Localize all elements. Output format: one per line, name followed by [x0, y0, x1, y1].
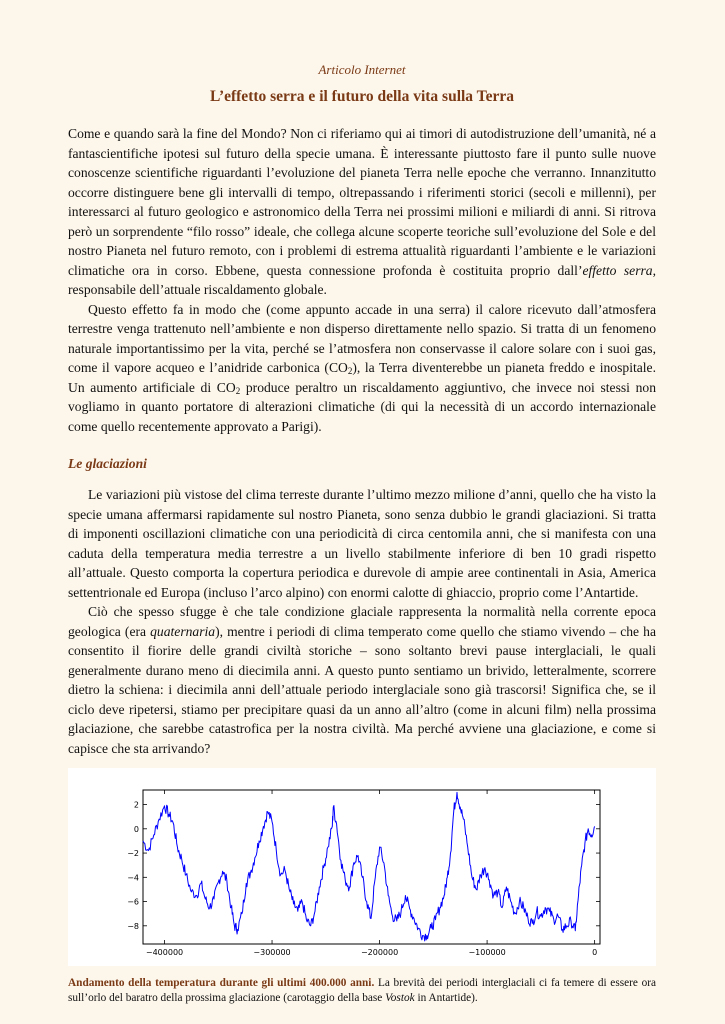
temperature-chart [68, 768, 656, 966]
article-body [68, 124, 656, 758]
paragraph-4: Ciò che spesso sfugge è che tale condizione glaciale rappresenta la normalità nella corrente epoca geologica (era quaternaria), mentre i periodi di clima temperato come quello che stiamo vivendo – che ha consentito il fiorire delle grandi civiltà storiche – sono soltanto brevi pause interglaciali, le quali generalmente durano meno di diecimila anni. A questo punto sentiamo un brivido, letteralmente, scorrere dietro la schiena: i diecimila anni dell’attuale periodo interglaciale sono già trascorsi! Significa che, se il ciclo deve ripetersi, stiamo per precipitare quasi da un anno all’altro (come in alcuni film) nella prossima glaciazione, che sarebbe catastrofica per la nostra civiltà. Ma perché avviene una glaciazione, e come si capisce che sta arrivando? [68, 604, 656, 756]
x-tick-label: −300000 [253, 948, 291, 957]
caption-lead: Andamento della temperatura durante gli ultimi 400.000 anni. [68, 977, 375, 989]
y-tick-label: −4 [127, 873, 139, 883]
paragraph-2: Questo effetto fa in modo che (come appunto accade in una serra) il calore ricevuto dall’atmosfera terrestre venga trattenuto nell’ambiente e non disperso direttamente nello spazio. Si tratta di un fenomeno naturale importantissimo per la vita, perché se l’atmosfera non conservasse il calore solare con i suoi gas, come il vapore acqueo e l’anidride carbonica $(CO_2)$, la Terra diventerebbe un pianeta freddo e inospitale. Un aumento artificiale di $CO_2$ produce peraltro un riscaldamento aggiuntivo, che invece noi stessi non vogliamo in quanto portatore di alterazioni climatiche (di qui la necessità di un accordo internazionale come quello recentemente approvato a Parigi). [68, 301, 656, 434]
paragraph-1: Come e quando sarà la fine del Mondo? Non ci riferiamo qui ai timori di autodistruzione dell’umanità, né a fantascientifiche ipotesi sul futuro della specie umana. È interessante piuttosto fare il punto sulle nuove conoscenze scientifiche riguardanti l’evoluzione del pianeta Terra nelle epoche che verranno. Innanzitutto occorre distinguere bene gli intervalli di tempo, oltrepassando i riferimenti storici (secoli e millenni), per interessarci al futuro geologico e astronomico della Terra nei prossimi milioni e miliardi di anni. Si ritrova però un sorprendente “filo rosso” ideale, che collega alcune scoperte teoriche sull’evoluzione del Sole e del nostro Pianeta nel futuro remoto, con i problemi di estrema attualità riguardanti l’ambiente e le variazioni climatiche ora in corso. Ebbene, questa connessione profonda è costituita proprio dall’effetto serra, responsabile dell’attuale riscaldamento globale. [68, 126, 656, 297]
article-kicker: Articolo Internet [318, 62, 406, 77]
y-tick-label: −2 [127, 849, 139, 859]
section-heading: Le glaciazioni [68, 456, 147, 471]
temperature-series-line [143, 792, 595, 941]
x-tick-label: 0 [592, 948, 598, 957]
article-title: L’effetto serra e il futuro della vita sulla Terra [210, 88, 514, 105]
y-tick-label: −6 [127, 897, 139, 907]
figure-caption: Andamento della temperatura durante gli ultimi 400.000 anni. La brevità dei periodi interglaciali ci fa temere di essere ora sull’orlo del baratro della prossima glaciazione (carotaggio della base Vostok in Antartide). [68, 977, 657, 1004]
x-tick-label: −100000 [468, 948, 506, 957]
y-tick-label: −8 [127, 921, 139, 931]
paragraph-3: Le variazioni più vistose del clima terreste durante l’ultimo mezzo milione d’anni, quello che ha visto la specie umana affermarsi rapidamente sul nostro Pianeta, sono senza dubbio le grandi glaciazioni. Si tratta di imponenti oscillazioni climatiche con una periodicità di circa centomila anni, che si manifesta con una caduta della temperatura media terrestre a un livello stabilmente inferiore di ben 10 gradi rispetto all’attuale. Questo comporta la copertura periodica e durevole di ampie aree continentali in Asia, America settentrionale ed Europa (incluso l’arco alpino) con enormi calotte di ghiaccio, proprio come l’Antartide. [68, 487, 656, 600]
y-tick-label: 0 [133, 824, 139, 834]
article [68, 62, 656, 1006]
x-tick-label: −200000 [360, 948, 399, 957]
y-tick-label: 2 [133, 800, 139, 810]
temperature-chart-svg [68, 768, 656, 966]
x-tick-label: −400000 [145, 948, 184, 957]
